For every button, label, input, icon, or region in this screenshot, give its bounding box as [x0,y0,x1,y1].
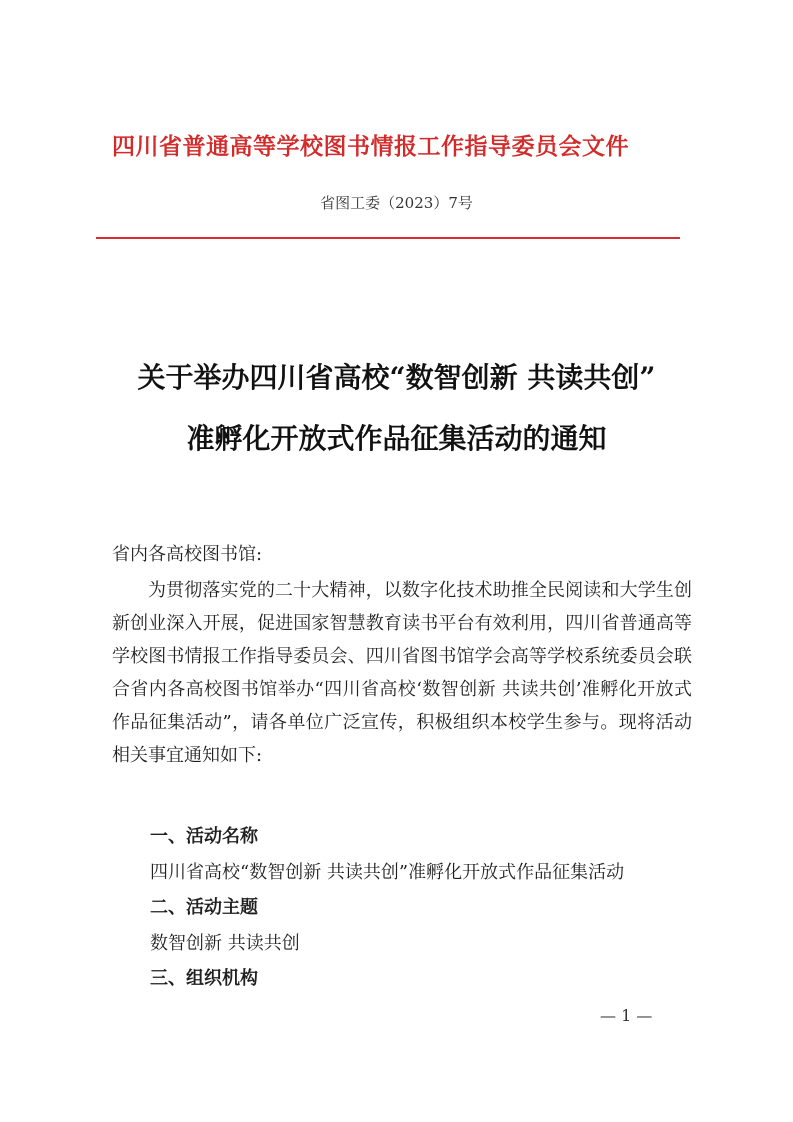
red-separator-line [96,237,680,239]
notice-title-line-2: 准孵化开放式作品征集活动的通知 [186,422,607,455]
section-heading-1: 一、活动名称 [150,826,258,847]
section-heading-2: 二、活动主题 [150,897,258,918]
section-content-1: 四川省高校“数智创新 共读共创”准孵化开放式作品征集活动 [150,862,625,883]
notice-title-line-1: 关于举办四川省高校“数智创新 共读共创” [137,361,656,394]
page-number: — 1 — [600,1006,653,1025]
salutation: 省内各高校图书馆: [112,544,263,565]
document-number: 省图工委（2023）7号 [320,194,473,212]
intro-paragraph: 为贯彻落实党的二十大精神，以数字化技术助推全民阅读和大学生创新创业深入开展，促进国家智慧教育读书平台有效利用，四川省普通高等学校图书情报工作指导委员会、四川省图书馆学会高等学校系统委员会联合省内各高校图书馆举办“四川省高校‘数智创新 共读共创’准孵化开放式作品征集活动”，请各单位广泛宣传，积极组织本校学生参与。现将活动相关事宜通知如下: [112,580,692,766]
issuer-header-title: 四川省普通高等学校图书情报工作指导委员会文件 [112,134,629,160]
section-content-2: 数智创新 共读共创 [150,933,300,954]
section-heading-3: 三、组织机构 [150,968,258,989]
